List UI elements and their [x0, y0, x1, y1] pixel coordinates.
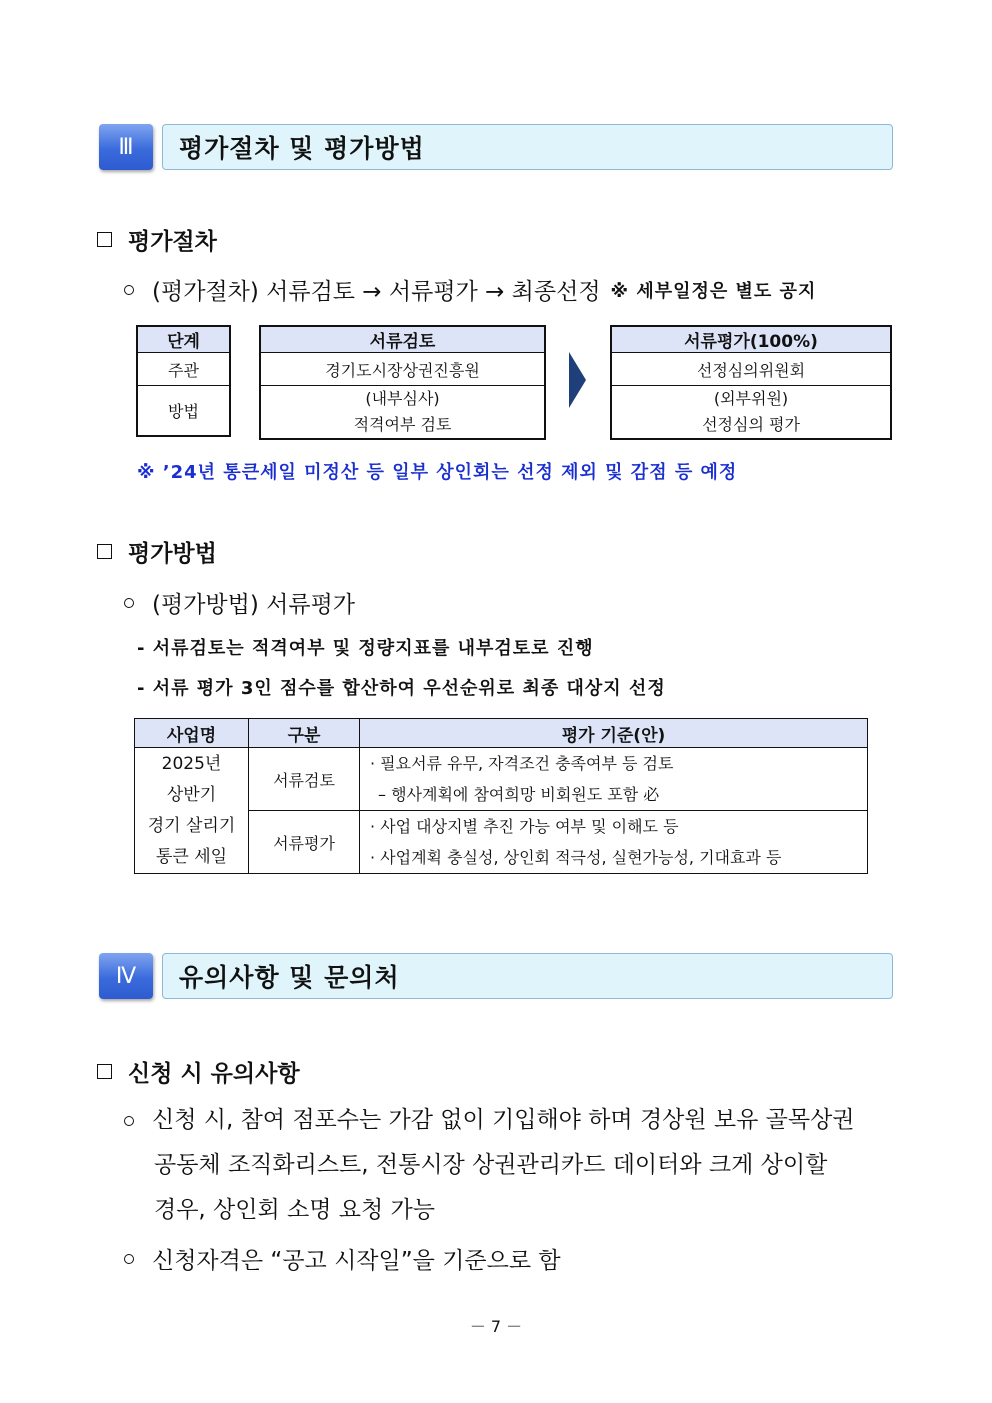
- document-review-table: [259, 325, 546, 440]
- evaluation-method-a: (외부위원): [713, 389, 789, 408]
- subsection-heading: [97, 1055, 300, 1088]
- criteria-evaluation: [360, 811, 868, 874]
- review-method: [260, 386, 545, 440]
- circle-bullet-icon: [124, 285, 134, 295]
- square-bullet-icon: [97, 1064, 112, 1079]
- header-type: 구분: [249, 719, 360, 748]
- notice-line: 공동체 조직화리스트, 전통시장 상권관리카드 데이터와 크게 상이할: [154, 1152, 828, 1178]
- section-title-banner: [162, 124, 893, 170]
- business-line: 2025년: [161, 753, 222, 774]
- criteria-line: · 필요서류 유무, 자격조건 충족여부 등 검토: [370, 754, 674, 773]
- step-row-method: 방법: [137, 386, 230, 436]
- evaluation-header: 서류평가(100%): [611, 326, 891, 353]
- circle-bullet-icon: [124, 1116, 134, 1126]
- review-method-a: (내부심사): [365, 389, 440, 408]
- criteria-line: – 행사계획에 참여희망 비회원도 포함 必: [378, 785, 660, 804]
- procedure-note: ※ 세부일정은 별도 공지: [610, 280, 817, 302]
- review-host: 경기도시장상권진흥원: [260, 353, 545, 386]
- arrow-right-icon: [566, 350, 588, 410]
- review-header: 서류검토: [260, 326, 545, 353]
- criteria-line: · 사업계획 충실성, 상인회 적극성, 실현가능성, 기대효과 등: [370, 848, 782, 867]
- notice-line: 경우, 상인회 소명 요청 가능: [154, 1197, 435, 1223]
- section-number: Ⅳ: [115, 963, 137, 989]
- subsection-heading: [97, 223, 217, 256]
- criteria-line: · 사업 대상지별 추진 가능 여부 및 이해도 등: [370, 817, 679, 836]
- step-label-table: [136, 325, 231, 437]
- circle-bullet-icon: [124, 1254, 134, 1264]
- business-line: 통큰 세일: [155, 846, 228, 867]
- method-text: (평가방법) 서류평가: [152, 592, 356, 618]
- business-line: 경기 살리기: [147, 815, 236, 836]
- method-detail-1: - 서류검토는 적격여부 및 정량지표를 내부검토로 진행: [137, 638, 594, 659]
- warning-note: ※ ’24년 통큰세일 미정산 등 일부 상인회는 선정 제외 및 감점 등 예정: [137, 462, 738, 483]
- section-title: 유의사항 및 문의처: [179, 963, 400, 992]
- step-header: 단계: [137, 326, 230, 353]
- notice-line: 신청자격은 “공고 시작일”을 기준으로 함: [152, 1248, 561, 1274]
- subsection-heading-text: 신청 시 유의사항: [128, 1061, 300, 1087]
- section-number-badge: [99, 124, 153, 170]
- bullet-line: [124, 586, 355, 619]
- subsection-heading: [97, 535, 217, 568]
- evaluation-method: [611, 386, 891, 440]
- review-method-b: 적격여부 검토: [353, 415, 452, 434]
- criteria-table: [134, 718, 868, 874]
- business-name-cell: [135, 748, 249, 874]
- section-title: 평가절차 및 평가방법: [179, 134, 425, 163]
- section-number-badge: [99, 953, 153, 999]
- evaluation-method-b: 선정심의 평가: [702, 415, 800, 434]
- bullet-line: [124, 273, 816, 306]
- method-detail-2: - 서류 평가 3인 점수를 합산하여 우선순위로 최종 대상지 선정: [137, 678, 666, 699]
- circle-bullet-icon: [124, 598, 134, 608]
- notice-line: 신청 시, 참여 점포수는 가감 없이 기입해야 하며 경상원 보유 골목상권: [152, 1107, 855, 1133]
- header-business: 사업명: [135, 719, 249, 748]
- notice-bullet-2: [124, 1242, 561, 1275]
- type-review: 서류검토: [249, 748, 360, 811]
- page-number: － 7 －: [469, 1317, 523, 1336]
- step-row-host: 주관: [137, 353, 230, 386]
- criteria-review: [360, 748, 868, 811]
- business-line: 상반기: [166, 784, 217, 805]
- square-bullet-icon: [97, 544, 112, 559]
- document-evaluation-table: [610, 325, 892, 440]
- section-number: Ⅲ: [118, 134, 134, 160]
- evaluation-host: 선정심의위원회: [611, 353, 891, 386]
- subsection-heading-text: 평가방법: [128, 541, 217, 567]
- section-title-banner: [162, 953, 893, 999]
- type-evaluation: 서류평가: [249, 811, 360, 874]
- procedure-text: (평가절차) 서류검토 → 서류평가 → 최종선정: [152, 279, 601, 305]
- notice-bullet-1: [124, 1098, 904, 1233]
- subsection-heading-text: 평가절차: [128, 229, 217, 255]
- square-bullet-icon: [97, 232, 112, 247]
- header-criteria: 평가 기준(안): [360, 719, 868, 748]
